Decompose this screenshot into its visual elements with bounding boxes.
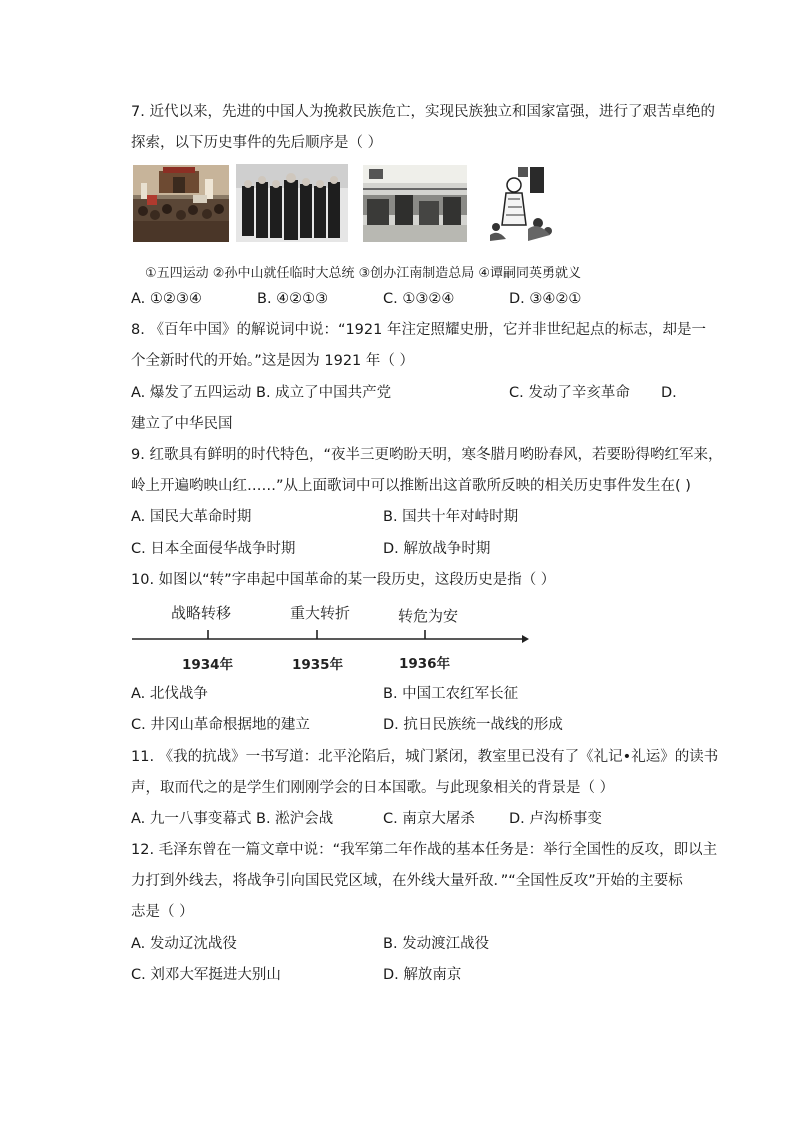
q8-option-d-text[interactable]: 建立了中华民国 [131, 416, 233, 432]
q9-option-d[interactable]: D. 解放战争时期 [383, 541, 491, 557]
q12-stem-line2: 力打到外线去，将战争引向国民党区域，在外线大量歼敌．”“全国性反攻”开始的主要标 [131, 873, 683, 889]
q12-option-c[interactable]: C. 刘邓大军挺进大别山 [131, 967, 281, 983]
q11-option-d[interactable]: D. 卢沟桥事变 [509, 811, 602, 827]
q7-option-b[interactable]: B. ④②①③ [257, 291, 329, 307]
q11-option-c[interactable]: C. 南京大屠杀 [383, 811, 475, 827]
q9-option-b[interactable]: B. 国共十年对峙时期 [383, 509, 519, 525]
photo-jiangnan-arsenal [363, 165, 467, 242]
q12-option-b[interactable]: B. 发动渡江战役 [383, 936, 490, 952]
photo-tan-sitong [488, 165, 556, 242]
q7-option-d[interactable]: D. ③④②① [509, 291, 582, 307]
timeline-axis [130, 626, 530, 648]
q10-option-d[interactable]: D. 抗日民族统一战线的形成 [383, 717, 563, 733]
q9-option-c[interactable]: C. 日本全面侵华战争时期 [131, 541, 296, 557]
q8-option-c[interactable]: C. 发动了辛亥革命 [509, 385, 630, 401]
q9-option-a[interactable]: A. 国民大革命时期 [131, 509, 252, 525]
timeline-label-2: 重大转折 [290, 604, 351, 622]
q12-stem-line1: 12. 毛泽东曾在一篇文章中说：“我军第二年作战的基本任务是：举行全国性的反攻，即以主 [131, 842, 718, 858]
q7-option-c[interactable]: C. ①③②④ [383, 291, 455, 307]
q9-stem-line2: 岭上开遍哟映山红……”从上面歌词中可以推断出这首歌所反映的相关历史事件发生在( ) [131, 478, 691, 494]
q7-stem-line2: 探索，以下历史事件的先后顺序是（ ） [131, 135, 383, 151]
q11-stem-line2: 声，取而代之的是学生们刚刚学会的日本国歌。与此现象相关的背景是（ ） [131, 780, 615, 796]
q10-option-c[interactable]: C. 井冈山革命根据地的建立 [131, 717, 310, 733]
q8-option-d-label[interactable]: D. [661, 385, 677, 401]
photo-provisional-president [236, 164, 348, 242]
q8-option-ab[interactable]: A. 爆发了五四运动 B. 成立了中国共产党 [131, 385, 392, 401]
q8-stem-line1: 8. 《百年中国》的解说词中说：“1921 年注定照耀史册，它并非世纪起点的标志，却是一 [131, 322, 706, 338]
q7-stem-line1: 7. 近代以来，先进的中国人为挽救民族危亡，实现民族独立和国家富强，进行了艰苦卓绝的 [131, 104, 715, 120]
q11-option-ab[interactable]: A. 九一八事变幕式 B. 淞沪会战 [131, 811, 334, 827]
photo-may-fourth [133, 165, 229, 242]
q10-option-a[interactable]: A. 北伐战争 [131, 686, 208, 702]
q7-caption: ①五四运动 ②孙中山就任临时大总统 ③创办江南制造总局 ④谭嗣同英勇就义 [145, 266, 582, 281]
q8-stem-line2: 个全新时代的开始。”这是因为 1921 年（ ） [131, 353, 414, 369]
timeline-label-1: 战略转移 [171, 604, 232, 622]
timeline-label-3: 转危为安 [398, 607, 459, 625]
q12-option-d[interactable]: D. 解放南京 [383, 967, 462, 983]
timeline-year-2: 1935年 [292, 657, 344, 673]
q12-option-a[interactable]: A. 发动辽沈战役 [131, 936, 237, 952]
q9-stem-line1: 9. 红歌具有鲜明的时代特色，“夜半三更哟盼天明，寒冬腊月哟盼春风，若要盼得哟红军来， [131, 447, 723, 463]
q7-option-a[interactable]: A. ①②③④ [131, 291, 202, 307]
q10-stem: 10. 如图以“转”字串起中国革命的某一段历史，这段历史是指（ ） [131, 572, 556, 588]
q12-stem-line3: 志是（ ） [131, 904, 194, 920]
q11-stem-line1: 11. 《我的抗战》一书写道：北平沦陷后，城门紧闭，教室里已没有了《礼记•礼运》的读书 [131, 749, 719, 765]
timeline-year-3: 1936年 [399, 656, 451, 672]
timeline-year-1: 1934年 [182, 657, 234, 673]
q10-option-b[interactable]: B. 中国工农红军长征 [383, 686, 519, 702]
